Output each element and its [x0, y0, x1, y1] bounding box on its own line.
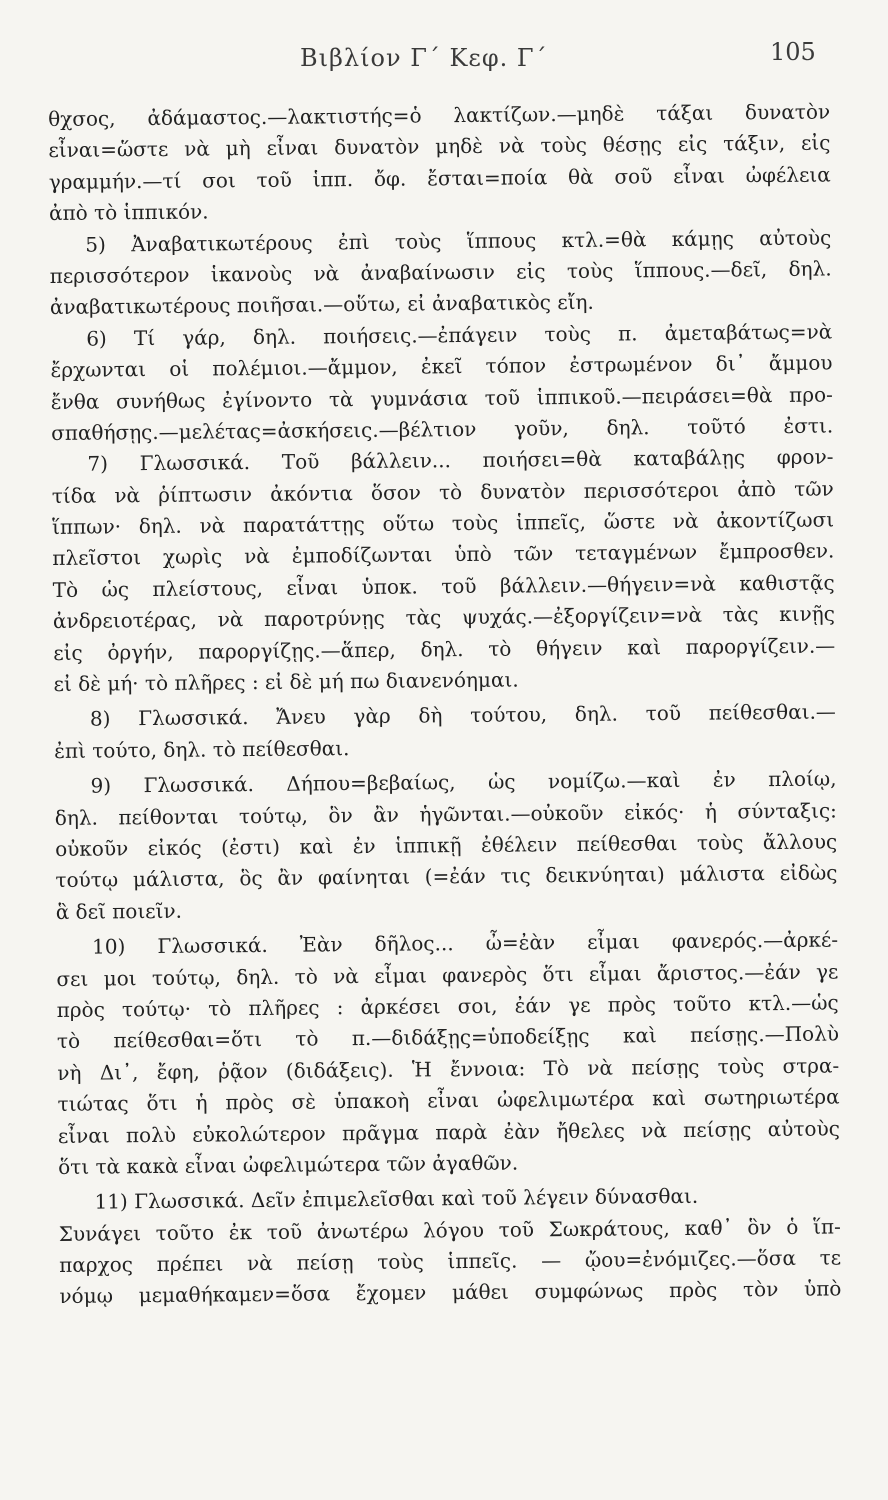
text-line: σει μοι τούτῳ, δηλ. τὸ νὰ εἶμαι φανερὸς ὅτι εἶμαι ἄριστος.—ἐάν γε — [56, 959, 839, 991]
text-line: τὸ πείθεσθαι=ὅτι τὸ π.—διδάξῃς=ὑποδείξῃς καὶ πείσῃς.—Πολὺ — [56, 1021, 840, 1054]
text-line: 11) Γλωσσικά. Δεῖν ἐπιμελεῖσθαι καὶ τοῦ λέγειν δύνασθαι. — [94, 1184, 699, 1214]
text-line: ἔρχωνται οἱ πολέμιοι.—ἄμμον, ἐκεῖ τόπον ἐστρωμένον δι᾽ ἄμμου — [50, 350, 833, 383]
text-line: Συνάγει τοῦτο ἐκ τοῦ ἀνωτέρω λόγου τοῦ Σωκράτους, καθ᾽ ὃν ὁ ἵπ- — [58, 1214, 841, 1246]
text-line: εἶναι=ὥστε νὰ μὴ εἶναι δυνατὸν μηδὲ νὰ τοὺς θέσῃς εἰς τάξιν, εἰς — [48, 130, 831, 163]
text-line: εἶναι πολὺ εὐκολώτερον πρᾶγμα παρὰ ἐὰν ἤθελες νὰ πείσῃς αὐτοὺς — [57, 1115, 840, 1148]
text-line: 9) Γλωσσικά. Δήπου=βεβαίως, ὡς νομίζω.—καὶ ἐν πλοίῳ, — [90, 766, 837, 798]
text-line: γραμμήν.—τί σοι τοῦ ἱππ. ὄφ. ἔσται=ποία θὰ σοῦ εἶναι ὠφέλεια — [48, 162, 831, 194]
text-line: παρχος πρέπει νὰ πείσῃ τοὺς ἱππεῖς. — ᾤου=ἐνόμιζες.—ὅσα τε — [59, 1245, 842, 1278]
text-line: νὴ Δι᾽, ἔφη, ῥᾷον (διδάξεις). Ἡ ἔννοια: Τὸ νὰ πείσῃς τοὺς στρα- — [57, 1053, 840, 1085]
text-line: 5) Ἀναβατικωτέρους ἐπὶ τοὺς ἵππους κτλ.=θὰ κάμῃς αὐτοὺς — [85, 225, 832, 257]
text-line: σπαθήσῃς.—μελέτας=ἀσκήσεις.—βέλτιον γοῦν, δηλ. τοῦτό ἐστι. — [51, 413, 834, 445]
text-line: ἔνθα συνήθως ἐγίνοντο τὰ γυμνάσια τοῦ ἱππικοῦ.—πειράσει=θὰ προ- — [50, 381, 833, 414]
text-line: 10) Γλωσσικά. Ἐὰν δῆλος... ὦ=ἐὰν εἶμαι φανερός.—ἀρκέ- — [91, 927, 839, 959]
text-line: ἐπὶ τούτο, δηλ. τὸ πείθεσθαι. — [54, 735, 350, 763]
page-header — [0, 36, 888, 76]
text-line: 6) Τί γάρ, δηλ. ποιήσεις.—ἐπάγειν τοὺς π. ἀμεταβάτως=νὰ — [86, 319, 833, 351]
text-line: περισσότερον ἱκανοὺς νὰ ἀναβαίνωσιν εἰς τοὺς ἵππους.—δεῖ, δηλ. — [49, 256, 832, 288]
text-line: εἰς ὀργήν, παροργίζῃς.—ἅπερ, δηλ. τὸ θήγειν καὶ παροργίζειν.— — [53, 633, 836, 665]
running-head: Βιβλίον Γ΄ Κεφ. Γ΄ — [300, 44, 548, 72]
text-line: ἵππων· δηλ. νὰ παρατάττῃς οὕτω τοὺς ἱππεῖς, ὥστε νὰ ἀκοντίζωσι — [51, 507, 835, 540]
text-line: πρὸς τούτῳ· τὸ πλῆρες : ἀρκέσει σοι, ἐάν γε πρὸς τοῦτο κτλ.—ὡς — [56, 990, 839, 1022]
text-line: νόμῳ μεμαθήκαμεν=ὅσα ἔχομεν μάθει συμφώνως πρὸς τὸν ὑπὸ — [59, 1276, 842, 1309]
text-line: Τὸ ὡς πλείστους, εἶναι ὑποκ. τοῦ βάλλειν.—θήγειν=νὰ καθιστᾷς — [52, 570, 835, 602]
text-line: πλεῖστοι χωρὶς νὰ ἐμποδίζωνται ὑπὸ τῶν τεταγμένων ἔμπροσθεν. — [52, 538, 835, 571]
text-line: ὅτι τὰ κακὰ εἶναι ὠφελιμώτερα τῶν ἀγαθῶν. — [58, 1150, 519, 1179]
text-line: οὐκοῦν εἰκός (ἐστι) καὶ ἐν ἱππικῇ ἐθέλειν πείθεσθαι τοὺς ἄλλους — [55, 829, 838, 861]
commentary-text — [48, 96, 842, 1312]
page-number: 105 — [770, 38, 816, 66]
text-line: εἰ δὲ μή· τὸ πλῆρες : εἰ δὲ μή πω διανενόημαι. — [53, 667, 519, 697]
text-line: ἀνδρειοτέρας, νὰ παροτρύνῃς τὰς ψυχάς.—ἐξοργίζειν=νὰ τὰς κινῇς — [52, 601, 836, 634]
text-line: δηλ. πείθονται τούτῳ, ὃν ἂν ἡγῶνται.—οὐκοῦν εἰκός· ἡ σύνταξις: — [54, 798, 837, 830]
text-line: 8) Γλωσσικά. Ἄνευ γὰρ δὴ τούτου, δηλ. τοῦ πείθεσθαι.— — [89, 699, 836, 732]
text-line: θχσος, ἀδάμαστος.—λακτιστής=ὁ λακτίζων.—μηδὲ τάξαι δυνατὸν — [48, 99, 831, 131]
text-line: τίδα νὰ ῥίπτωσιν ἀκόντια ὅσον τὸ δυνατὸν περισσότεροι ἀπὸ τῶν — [51, 476, 834, 508]
text-line: 7) Γλωσσικά. Τοῦ βάλλειν... ποιήσει=θὰ καταβάλῃς φρον- — [87, 444, 834, 476]
text-line: τιώτας ὅτι ἡ πρὸς σὲ ὑπακοὴ εἶναι ὠφελιμωτέρα καὶ σωτηριωτέρα — [57, 1084, 840, 1117]
text-line: τούτῳ μάλιστα, ὃς ἂν φαίνηται (=ἐάν τις δεικνύηται) μάλιστα εἰδὼς — [55, 860, 838, 893]
text-line: ἃ δεῖ ποιεῖν. — [55, 898, 183, 924]
text-line: ἀναβατικωτέρους ποιῆσαι.—οὕτω, εἰ ἀναβατικὸς εἴη. — [49, 290, 594, 320]
text-line: ἀπὸ τὸ ἱππικόν. — [48, 199, 209, 226]
